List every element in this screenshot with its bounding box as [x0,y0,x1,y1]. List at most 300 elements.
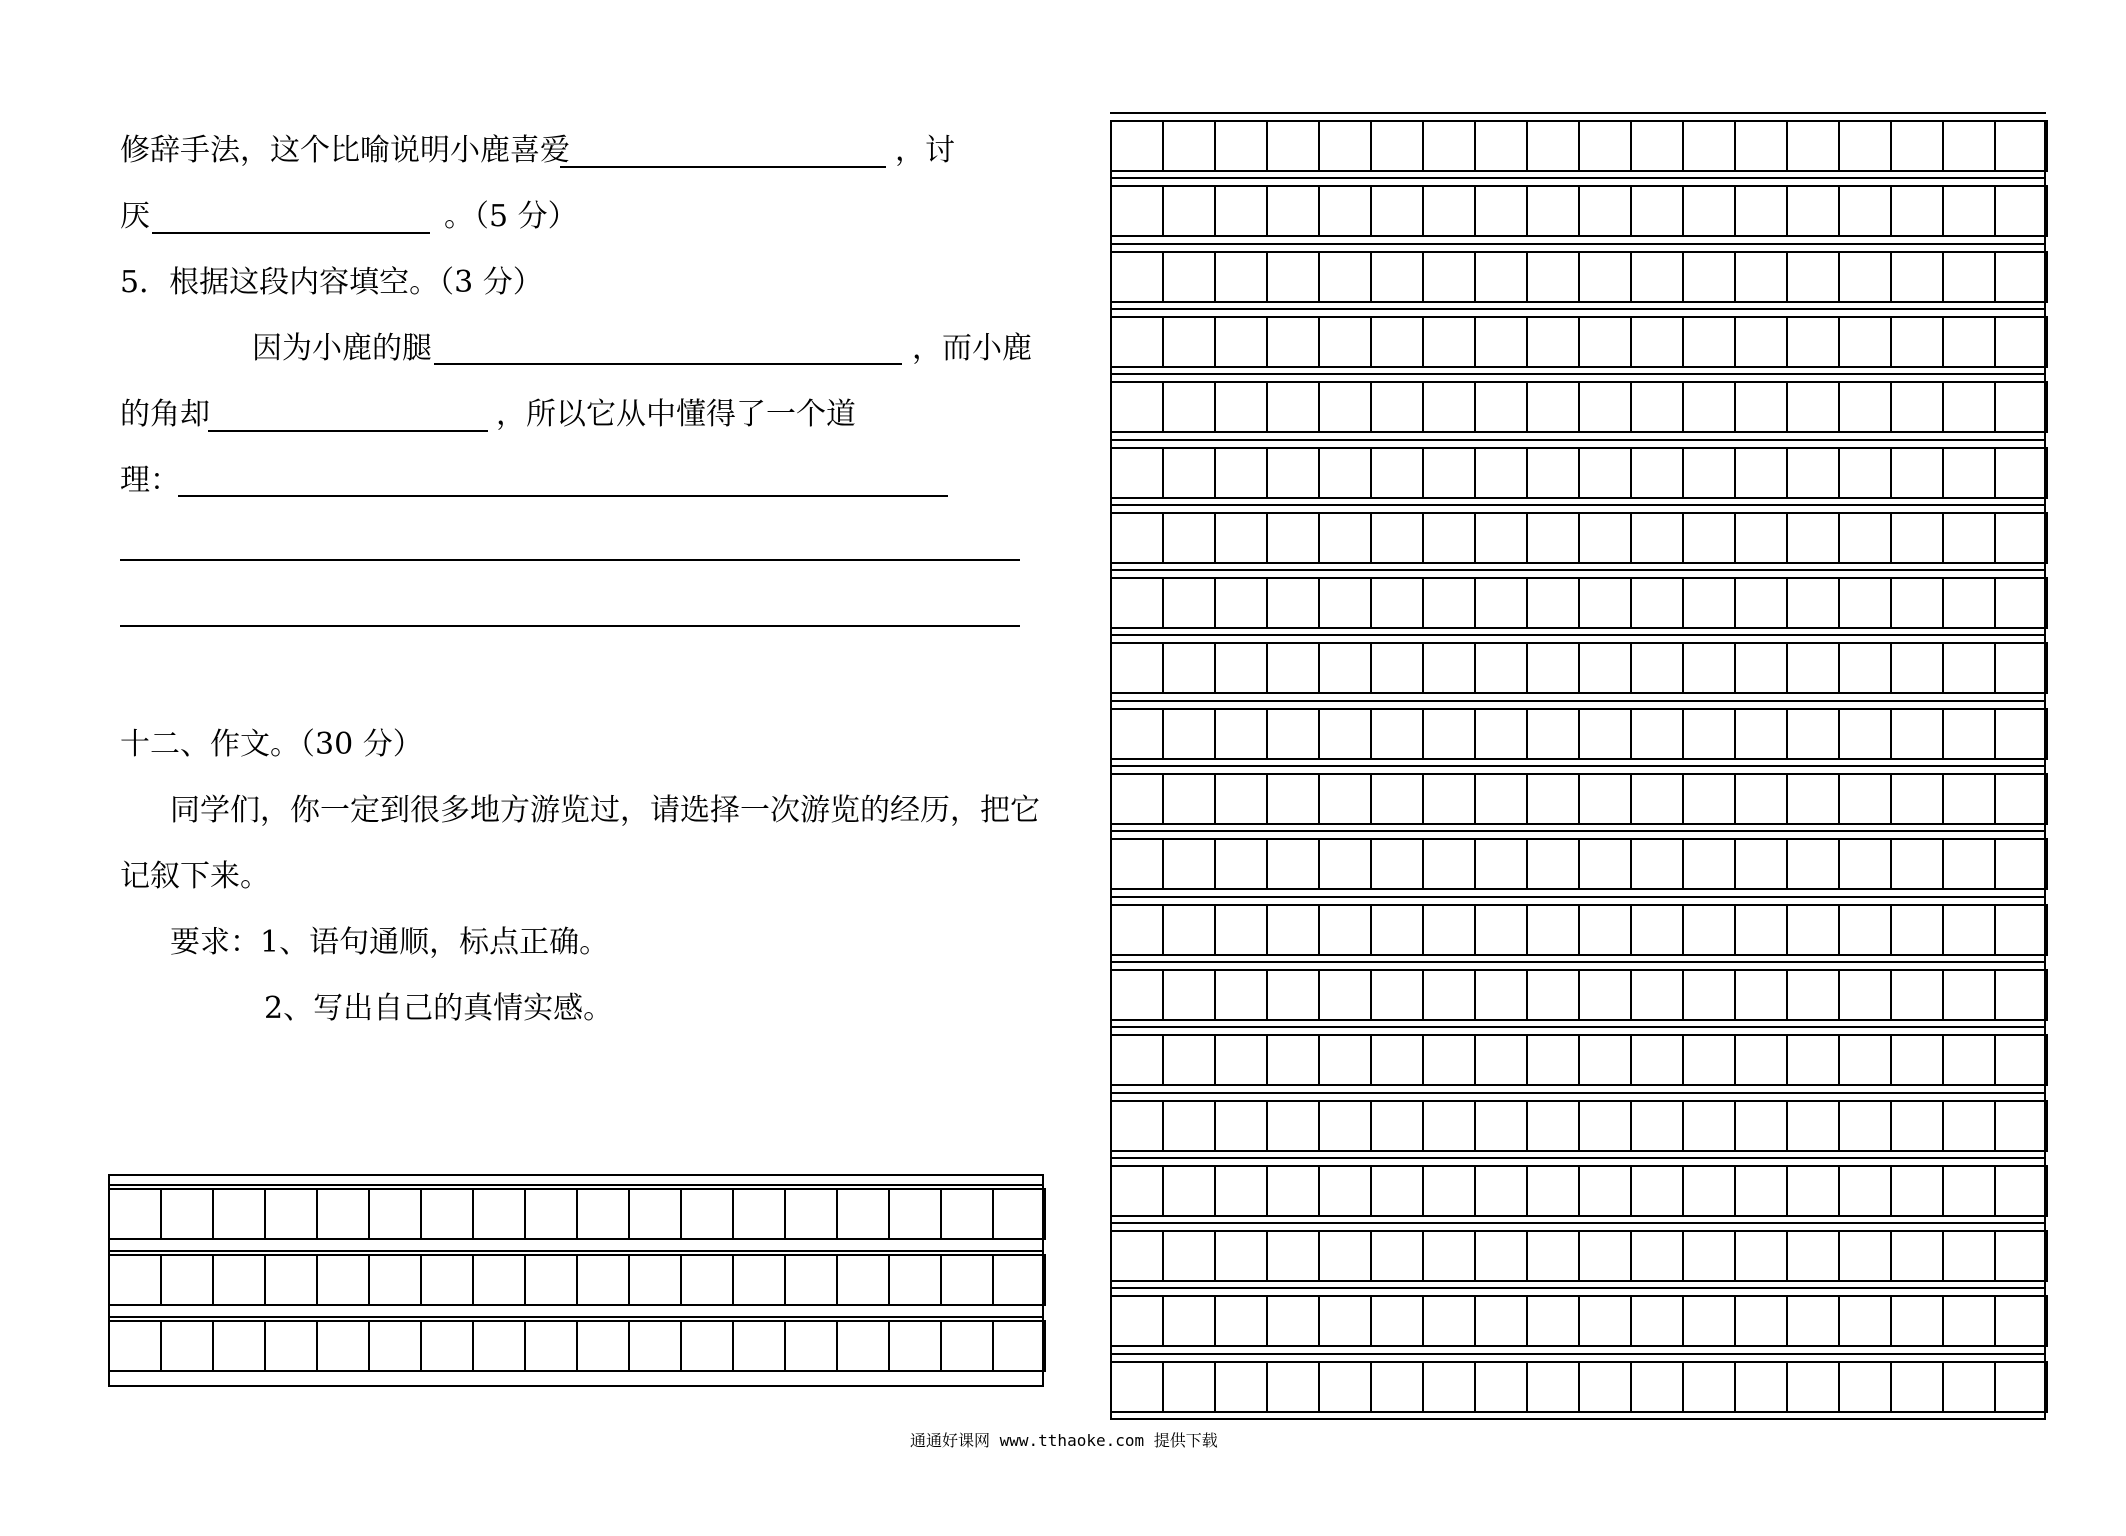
grid-cell[interactable] [1994,904,2048,956]
grid-cell[interactable] [1942,512,1996,564]
grid-cell[interactable] [628,1320,682,1372]
grid-cell[interactable] [1162,1230,1216,1282]
grid-cell[interactable] [1994,642,2048,694]
grid-cell[interactable] [108,1320,162,1372]
grid-cell[interactable] [1526,1034,1580,1086]
grid-cell[interactable] [160,1188,214,1240]
grid-cell[interactable] [680,1254,734,1306]
grid-cell[interactable] [1162,969,1216,1021]
grid-cell[interactable] [1838,1165,1892,1217]
grid-cell[interactable] [1110,1165,1164,1217]
grid-cell[interactable] [1266,773,1320,825]
grid-cell[interactable] [1474,773,1528,825]
grid-cell[interactable] [1162,838,1216,890]
grid-cell[interactable] [368,1188,422,1240]
grid-cell[interactable] [1994,120,2048,172]
grid-cell[interactable] [1214,251,1268,303]
grid-cell[interactable] [1682,1034,1736,1086]
q5-blank-lesson-1[interactable] [178,495,948,497]
grid-cell[interactable] [1890,642,1944,694]
grid-cell[interactable] [1942,1295,1996,1347]
grid-cell[interactable] [1578,642,1632,694]
grid-cell[interactable] [1890,1361,1944,1413]
grid-cell[interactable] [1162,447,1216,499]
grid-cell[interactable] [1786,512,1840,564]
grid-cell[interactable] [1734,1361,1788,1413]
q4-blank-likes[interactable] [560,166,886,168]
grid-cell[interactable] [1162,708,1216,760]
grid-cell[interactable] [1110,316,1164,368]
grid-cell[interactable] [1214,1230,1268,1282]
writing-grid-right[interactable] [1110,120,2046,1420]
grid-cell[interactable] [1318,120,1372,172]
grid-cell[interactable] [1786,1361,1840,1413]
grid-cell[interactable] [1370,120,1424,172]
grid-cell[interactable] [1786,1165,1840,1217]
grid-cell[interactable] [1994,708,2048,760]
grid-cell[interactable] [1682,447,1736,499]
grid-cell[interactable] [316,1254,370,1306]
grid-cell[interactable] [1526,577,1580,629]
grid-cell[interactable] [1422,838,1476,890]
q5-blank-legs[interactable] [434,363,902,365]
grid-cell[interactable] [1474,381,1528,433]
grid-cell[interactable] [1214,185,1268,237]
grid-cell[interactable] [1786,969,1840,1021]
grid-cell[interactable] [1162,120,1216,172]
grid-cell[interactable] [1838,773,1892,825]
grid-cell[interactable] [1942,120,1996,172]
grid-cell[interactable] [1734,708,1788,760]
grid-cell[interactable] [1890,1230,1944,1282]
grid-cell[interactable] [1266,1165,1320,1217]
grid-cell[interactable] [1578,773,1632,825]
grid-cell[interactable] [1942,1361,1996,1413]
grid-cell[interactable] [1110,381,1164,433]
grid-cell[interactable] [940,1188,994,1240]
grid-cell[interactable] [888,1254,942,1306]
grid-cell[interactable] [1994,447,2048,499]
grid-cell[interactable] [108,1188,162,1240]
grid-cell[interactable] [1370,642,1424,694]
grid-cell[interactable] [1422,1165,1476,1217]
grid-cell[interactable] [1838,642,1892,694]
grid-cell[interactable] [1734,642,1788,694]
grid-cell[interactable] [888,1320,942,1372]
grid-cell[interactable] [1526,1165,1580,1217]
grid-cell[interactable] [368,1254,422,1306]
grid-cell[interactable] [1630,381,1684,433]
grid-cell[interactable] [1474,1295,1528,1347]
grid-cell[interactable] [1162,1361,1216,1413]
grid-cell[interactable] [1110,512,1164,564]
grid-cell[interactable] [1214,1034,1268,1086]
grid-cell[interactable] [1474,1034,1528,1086]
grid-cell[interactable] [1266,120,1320,172]
grid-cell[interactable] [1578,904,1632,956]
grid-cell[interactable] [1422,316,1476,368]
grid-cell[interactable] [1786,1295,1840,1347]
grid-cell[interactable] [1370,185,1424,237]
grid-cell[interactable] [1942,904,1996,956]
grid-cell[interactable] [472,1254,526,1306]
grid-cell[interactable] [1318,1361,1372,1413]
q5-blank-lesson-3[interactable] [120,625,1020,627]
grid-cell[interactable] [1162,1034,1216,1086]
grid-cell[interactable] [1474,838,1528,890]
grid-cell[interactable] [1630,316,1684,368]
grid-cell[interactable] [1994,1361,2048,1413]
grid-cell[interactable] [212,1254,266,1306]
grid-cell[interactable] [1318,381,1372,433]
grid-cell[interactable] [1734,316,1788,368]
grid-cell[interactable] [784,1254,838,1306]
grid-cell[interactable] [1838,185,1892,237]
grid-cell[interactable] [1630,1295,1684,1347]
grid-cell[interactable] [1214,316,1268,368]
grid-cell[interactable] [1422,1295,1476,1347]
grid-cell[interactable] [1422,904,1476,956]
grid-cell[interactable] [160,1254,214,1306]
grid-cell[interactable] [1214,577,1268,629]
grid-cell[interactable] [1110,773,1164,825]
grid-cell[interactable] [1838,1361,1892,1413]
grid-cell[interactable] [1266,577,1320,629]
grid-cell[interactable] [1370,904,1424,956]
grid-cell[interactable] [1942,316,1996,368]
q5-blank-antlers[interactable] [208,430,488,432]
grid-cell[interactable] [1994,1100,2048,1152]
grid-cell[interactable] [992,1188,1046,1240]
grid-cell[interactable] [1422,773,1476,825]
grid-cell[interactable] [1786,381,1840,433]
grid-cell[interactable] [1786,251,1840,303]
grid-cell[interactable] [1110,1295,1164,1347]
grid-cell[interactable] [836,1320,890,1372]
grid-cell[interactable] [1630,642,1684,694]
grid-cell[interactable] [1890,1034,1944,1086]
grid-cell[interactable] [1682,1100,1736,1152]
grid-cell[interactable] [108,1254,162,1306]
grid-cell[interactable] [420,1254,474,1306]
grid-cell[interactable] [1526,447,1580,499]
grid-cell[interactable] [1370,1361,1424,1413]
grid-cell[interactable] [1578,1165,1632,1217]
grid-cell[interactable] [940,1320,994,1372]
grid-cell[interactable] [1214,773,1268,825]
grid-cell[interactable] [576,1188,630,1240]
grid-cell[interactable] [1214,120,1268,172]
grid-cell[interactable] [1682,642,1736,694]
grid-cell[interactable] [1318,1230,1372,1282]
grid-cell[interactable] [732,1188,786,1240]
grid-cell[interactable] [1110,1034,1164,1086]
grid-cell[interactable] [1474,969,1528,1021]
grid-cell[interactable] [1734,512,1788,564]
grid-cell[interactable] [1942,969,1996,1021]
writing-grid-left[interactable] [108,1174,1044,1387]
grid-cell[interactable] [1786,1230,1840,1282]
grid-cell[interactable] [732,1320,786,1372]
grid-cell[interactable] [1266,1361,1320,1413]
grid-cell[interactable] [1890,708,1944,760]
grid-cell[interactable] [1630,1100,1684,1152]
grid-cell[interactable] [1578,838,1632,890]
grid-cell[interactable] [1422,708,1476,760]
grid-cell[interactable] [1422,642,1476,694]
grid-cell[interactable] [1682,512,1736,564]
grid-cell[interactable] [1474,185,1528,237]
grid-cell[interactable] [1578,577,1632,629]
grid-cell[interactable] [1474,120,1528,172]
grid-cell[interactable] [264,1254,318,1306]
grid-cell[interactable] [1630,120,1684,172]
grid-cell[interactable] [1318,447,1372,499]
grid-cell[interactable] [472,1188,526,1240]
grid-cell[interactable] [1890,447,1944,499]
grid-cell[interactable] [524,1188,578,1240]
grid-cell[interactable] [1110,838,1164,890]
grid-cell[interactable] [1266,316,1320,368]
grid-cell[interactable] [1422,577,1476,629]
grid-cell[interactable] [1370,708,1424,760]
grid-cell[interactable] [1682,381,1736,433]
grid-cell[interactable] [1994,577,2048,629]
grid-cell[interactable] [628,1188,682,1240]
grid-cell[interactable] [472,1320,526,1372]
grid-cell[interactable] [1526,120,1580,172]
grid-cell[interactable] [1370,577,1424,629]
grid-cell[interactable] [1994,512,2048,564]
grid-cell[interactable] [1578,381,1632,433]
grid-cell[interactable] [160,1320,214,1372]
grid-cell[interactable] [1578,185,1632,237]
grid-cell[interactable] [1214,1295,1268,1347]
grid-cell[interactable] [1630,969,1684,1021]
grid-cell[interactable] [1838,1230,1892,1282]
grid-cell[interactable] [1734,838,1788,890]
grid-cell[interactable] [1630,512,1684,564]
grid-cell[interactable] [1422,251,1476,303]
grid-cell[interactable] [1890,381,1944,433]
grid-cell[interactable] [1734,185,1788,237]
grid-cell[interactable] [1110,1100,1164,1152]
grid-cell[interactable] [1266,512,1320,564]
grid-cell[interactable] [420,1320,474,1372]
grid-cell[interactable] [1214,708,1268,760]
grid-cell[interactable] [1838,1034,1892,1086]
grid-cell[interactable] [316,1188,370,1240]
grid-cell[interactable] [1526,1100,1580,1152]
grid-cell[interactable] [1630,447,1684,499]
grid-cell[interactable] [1838,838,1892,890]
grid-cell[interactable] [1110,1361,1164,1413]
grid-cell[interactable] [1838,251,1892,303]
grid-cell[interactable] [1214,381,1268,433]
grid-cell[interactable] [1214,642,1268,694]
grid-cell[interactable] [1838,969,1892,1021]
grid-cell[interactable] [1214,838,1268,890]
grid-cell[interactable] [1942,838,1996,890]
q4-blank-dislikes[interactable] [152,232,430,234]
grid-cell[interactable] [1682,969,1736,1021]
grid-cell[interactable] [1162,381,1216,433]
grid-cell[interactable] [1942,1230,1996,1282]
grid-cell[interactable] [1526,1295,1580,1347]
grid-cell[interactable] [628,1254,682,1306]
grid-cell[interactable] [1942,577,1996,629]
grid-cell[interactable] [1838,708,1892,760]
grid-cell[interactable] [1162,1100,1216,1152]
grid-cell[interactable] [1786,1034,1840,1086]
grid-cell[interactable] [1318,1034,1372,1086]
grid-cell[interactable] [1422,1034,1476,1086]
grid-cell[interactable] [1526,708,1580,760]
grid-cell[interactable] [1370,316,1424,368]
grid-cell[interactable] [1942,447,1996,499]
grid-cell[interactable] [1422,120,1476,172]
grid-cell[interactable] [992,1254,1046,1306]
grid-cell[interactable] [1838,316,1892,368]
grid-cell[interactable] [1682,316,1736,368]
grid-cell[interactable] [1734,1100,1788,1152]
grid-cell[interactable] [1682,120,1736,172]
grid-cell[interactable] [1890,838,1944,890]
grid-cell[interactable] [1266,642,1320,694]
grid-cell[interactable] [1266,381,1320,433]
grid-cell[interactable] [1422,381,1476,433]
grid-cell[interactable] [1942,1034,1996,1086]
grid-cell[interactable] [1162,512,1216,564]
grid-cell[interactable] [836,1188,890,1240]
grid-cell[interactable] [1786,904,1840,956]
grid-cell[interactable] [1682,1165,1736,1217]
grid-cell[interactable] [1110,904,1164,956]
grid-cell[interactable] [264,1320,318,1372]
grid-cell[interactable] [1370,447,1424,499]
grid-cell[interactable] [1474,708,1528,760]
grid-cell[interactable] [1162,316,1216,368]
grid-cell[interactable] [1526,185,1580,237]
grid-cell[interactable] [1214,512,1268,564]
grid-cell[interactable] [1682,838,1736,890]
grid-cell[interactable] [1734,1165,1788,1217]
grid-cell[interactable] [1370,251,1424,303]
grid-cell[interactable] [1890,512,1944,564]
grid-cell[interactable] [1266,969,1320,1021]
grid-cell[interactable] [1370,1165,1424,1217]
grid-cell[interactable] [1266,251,1320,303]
grid-cell[interactable] [1630,708,1684,760]
grid-cell[interactable] [1162,251,1216,303]
grid-cell[interactable] [1630,577,1684,629]
grid-cell[interactable] [1266,904,1320,956]
grid-cell[interactable] [680,1320,734,1372]
grid-cell[interactable] [1786,1100,1840,1152]
grid-cell[interactable] [1422,512,1476,564]
grid-cell[interactable] [1422,969,1476,1021]
grid-cell[interactable] [1838,447,1892,499]
grid-cell[interactable] [1994,1034,2048,1086]
grid-cell[interactable] [1890,185,1944,237]
grid-cell[interactable] [1318,773,1372,825]
grid-cell[interactable] [1526,381,1580,433]
grid-cell[interactable] [1266,1295,1320,1347]
grid-cell[interactable] [1318,838,1372,890]
grid-cell[interactable] [1734,969,1788,1021]
grid-cell[interactable] [1994,773,2048,825]
grid-cell[interactable] [1994,316,2048,368]
grid-cell[interactable] [1682,251,1736,303]
grid-cell[interactable] [1266,185,1320,237]
grid-cell[interactable] [1162,1295,1216,1347]
grid-cell[interactable] [1526,512,1580,564]
grid-cell[interactable] [1838,1295,1892,1347]
grid-cell[interactable] [1786,642,1840,694]
grid-cell[interactable] [1942,251,1996,303]
grid-cell[interactable] [1942,1165,1996,1217]
grid-cell[interactable] [1214,1100,1268,1152]
grid-cell[interactable] [1318,316,1372,368]
grid-cell[interactable] [1266,1230,1320,1282]
grid-cell[interactable] [1422,1230,1476,1282]
grid-cell[interactable] [1942,1100,1996,1152]
grid-cell[interactable] [524,1320,578,1372]
grid-cell[interactable] [1630,185,1684,237]
grid-cell[interactable] [888,1188,942,1240]
grid-cell[interactable] [1630,1230,1684,1282]
grid-cell[interactable] [1786,773,1840,825]
grid-cell[interactable] [1162,577,1216,629]
grid-cell[interactable] [1578,447,1632,499]
grid-cell[interactable] [1370,1230,1424,1282]
grid-cell[interactable] [1942,381,1996,433]
grid-cell[interactable] [1682,708,1736,760]
grid-cell[interactable] [1162,185,1216,237]
grid-cell[interactable] [1318,1100,1372,1152]
grid-cell[interactable] [1890,1100,1944,1152]
grid-cell[interactable] [1578,969,1632,1021]
grid-cell[interactable] [1734,904,1788,956]
grid-cell[interactable] [1474,577,1528,629]
grid-cell[interactable] [1994,1230,2048,1282]
grid-cell[interactable] [940,1254,994,1306]
grid-cell[interactable] [1266,1034,1320,1086]
grid-cell[interactable] [1734,773,1788,825]
grid-cell[interactable] [1526,969,1580,1021]
grid-cell[interactable] [1786,185,1840,237]
grid-cell[interactable] [680,1188,734,1240]
grid-cell[interactable] [1474,1230,1528,1282]
grid-cell[interactable] [212,1188,266,1240]
grid-cell[interactable] [420,1188,474,1240]
grid-cell[interactable] [1890,1295,1944,1347]
grid-cell[interactable] [1578,1295,1632,1347]
grid-cell[interactable] [784,1320,838,1372]
grid-cell[interactable] [1682,577,1736,629]
grid-cell[interactable] [1734,577,1788,629]
grid-cell[interactable] [1578,1361,1632,1413]
grid-cell[interactable] [1526,1230,1580,1282]
grid-cell[interactable] [1578,1100,1632,1152]
grid-cell[interactable] [1162,642,1216,694]
grid-cell[interactable] [1474,251,1528,303]
grid-cell[interactable] [1838,577,1892,629]
grid-cell[interactable] [1994,381,2048,433]
grid-cell[interactable] [1266,708,1320,760]
grid-cell[interactable] [1318,642,1372,694]
grid-cell[interactable] [1578,316,1632,368]
